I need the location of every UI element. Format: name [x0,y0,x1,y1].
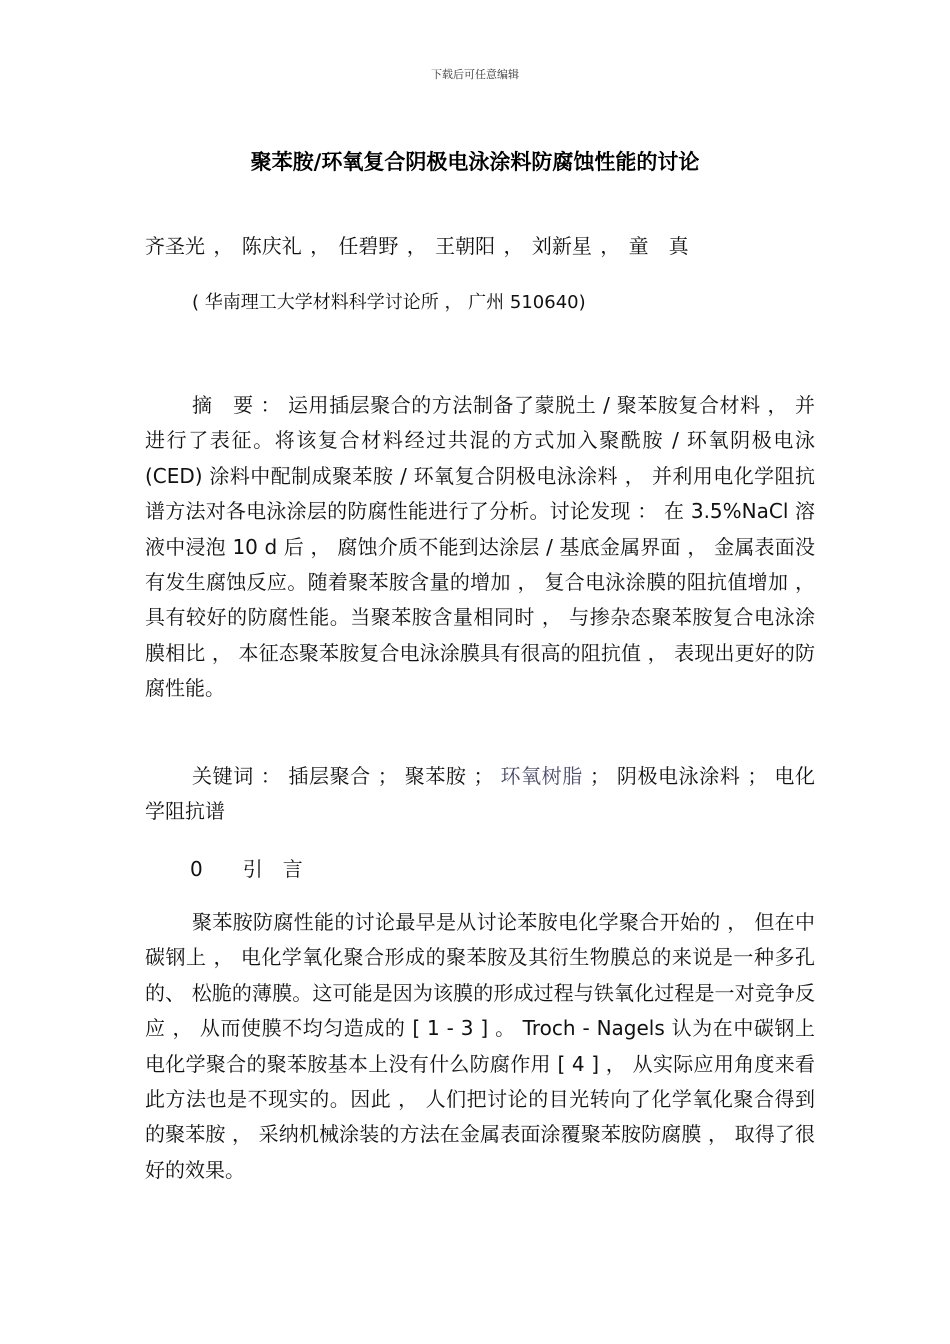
keywords-paragraph [145,759,815,830]
page-header-note: 下载后可任意编辑 [431,68,519,81]
author-list: 齐圣光 ， 陈庆礼 ， 任碧野 ， 王朝阳 ， 刘新星 ， 童 真 [145,234,689,258]
keyword-link-epoxy[interactable]: 环氧树脂 [500,764,583,788]
abstract-paragraph: 摘 要 ： 运用插层聚合的方法制备了蒙脱土 / 聚苯胺复合材料 ， 并进行了表征。将该复合材料经过共混的方式加入聚酰胺 / 环氧阴极电泳 (CED) 涂料中配制成聚苯胺 / 环氧复合阴极电泳涂料 ， 并利用电化学阻抗谱方法对各电泳涂层的防腐性能进行了分析。讨论发现 ： 在 3.5%NaCl 溶液中浸泡 10 d 后 ， 腐蚀介质不能到达涂层 / 基底金属界面 ， 金属表面没有发生腐蚀反应。随着聚苯胺含量的增加 ， 复合电泳涂膜的阻抗值增加 ， 具有较好的防腐性能。当聚苯胺含量相同时 ， 与掺杂态聚苯胺复合电泳涂膜相比 ， 本征态聚苯胺复合电泳涂膜具有很高的阻抗值 ， 表现出更好的防腐性能。 [145,393,815,701]
section-heading-introduction: 0 引 言 [190,857,303,881]
keywords-suffix: ； 阴极电泳涂料 ； 电化学阻抗谱 [145,764,816,824]
introduction-paragraph: 聚苯胺防腐性能的讨论最早是从讨论苯胺电化学聚合开始的 ， 但在中碳钢上 ， 电化学氧化聚合形成的聚苯胺及其衍生物膜总的来说是一种多孔的、 松脆的薄膜。这可能是因为该膜的形成过程与铁氧化过程是一对竞争反应 ， 从而使膜不均匀造成的 [ 1 - 3 ] 。 Troch - Nagels 认为在中碳钢上电化学聚合的聚苯胺基本上没有什么防腐作用 [ 4 ] ， 从实际应用角度来看此方法也是不现实的。因此 ， 人们把讨论的目光转向了化学氧化聚合得到的聚苯胺 ， 采纳机械涂装的方法在金属表面涂覆聚苯胺防腐膜 ， 取得了很好的效果。 [145,910,815,1182]
keywords-prefix: 关键词 ： 插层聚合 ； 聚苯胺 ； [192,764,501,788]
paper-title: 聚苯胺/环氧复合阴极电泳涂料防腐蚀性能的讨论 [250,150,700,174]
affiliation: ( 华南理工大学材料科学讨论所 ， 广州 510640) [192,292,586,313]
